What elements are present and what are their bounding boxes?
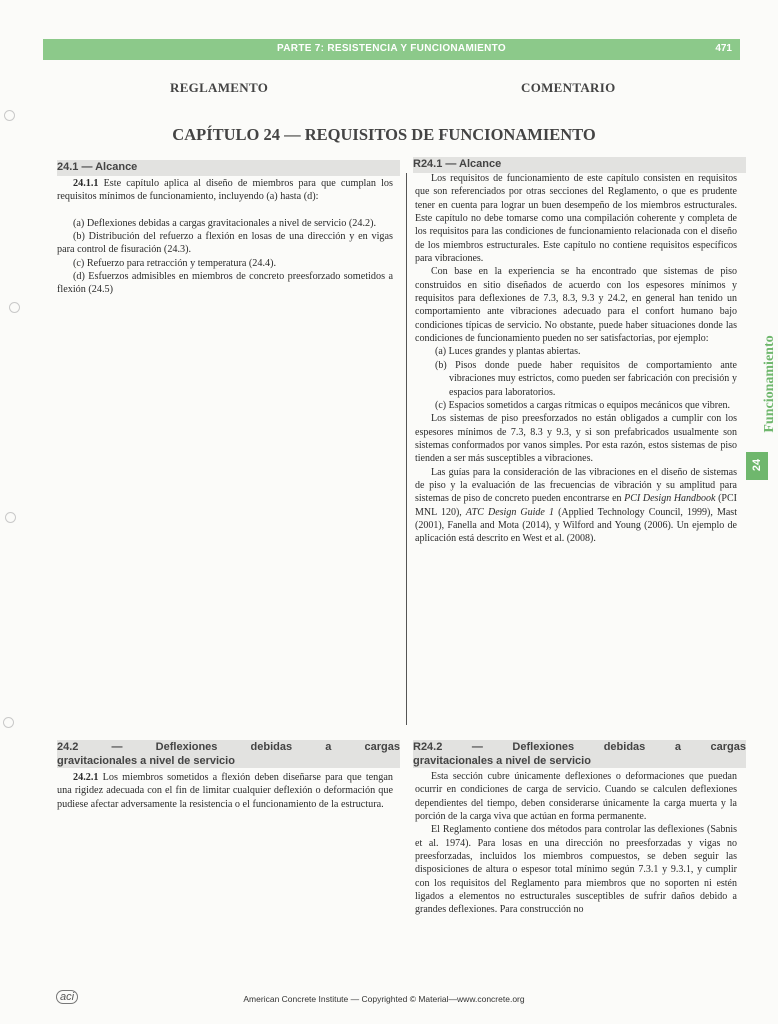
clause-24-2-1: 24.2.1 Los miembros sometidos a flexión deben diseñarse para que tengan una rigidez adecuada con el fin de limitar cualquier deflexión o deformación que pudiese afectar adversamente la resistencia o el funcionamiento de la estructura. (57, 772, 393, 810)
left-column-header: REGLAMENTO (170, 80, 269, 95)
part-banner (43, 39, 740, 60)
commentary-item-c: (c) Espacios sometidos a cargas rítmicas o equipos mecánicos que vibren. (435, 399, 731, 411)
left-section-24-1-body (57, 177, 393, 297)
right-column-header: COMENTARIO (521, 80, 616, 95)
commentary-item-a: (a) Luces grandes y plantas abiertas. (435, 346, 581, 358)
clause-number: 24.1.1 (73, 178, 99, 189)
section-heading-24-1: 24.1 — Alcance (57, 160, 400, 176)
binder-hole-4 (3, 717, 14, 728)
chapter-thumb-tab: 24 (746, 452, 768, 480)
list-item-d: (d) Esfuerzos admisibles en miembros de concreto preesforzado sometidos a flexión (24.5) (57, 271, 393, 296)
commentary-paragraph-3: Los sistemas de piso preesforzados no están obligados a cumplir con los espesores mínimos de 7.3, 8.3 y 9.3, y si son prefabricados usualmente son sistemas conformados por vanos simples. Por esta razón, estos sistemas de piso tienden a ser más susceptibles a vibraciones. (415, 413, 737, 465)
list-item-c: (c) Refuerzo para retracción y temperatura (24.4). (73, 257, 277, 269)
chapter-side-label: Funcionamiento (762, 335, 777, 433)
binder-hole-3 (5, 512, 16, 523)
right-section-r24-2-body (415, 770, 737, 917)
part-title: PARTE 7: RESISTENCIA Y FUNCIONAMIENTO (277, 43, 506, 54)
column-divider (406, 173, 407, 725)
page-number: 471 (715, 43, 732, 54)
section-heading-r24-2: R24.2 — Deflexiones debidas a cargas gravitacionales a nivel de servicio (413, 741, 746, 767)
section-heading-24-2: 24.2 — Deflexiones debidas a cargas gravitacionales a nivel de servicio (57, 741, 400, 767)
commentary-r24-2-paragraph-1: Esta sección cubre únicamente deflexiones o deformaciones que puedan ocurrir en condiciones de carga de servicio. Cuando se calculen deflexiones dependientes del tiempo, deben considerarse únicamente la carga muerta y la porción de la carga viva que actúan en forma permanente. (415, 771, 737, 823)
commentary-paragraph-4: Las guías para la consideración de las vibraciones en el diseño de sistemas de piso y la evaluación de las frecuencias de vibración y su amplitud para sistemas de piso de concreto pueden encontrarse en PCI Design Handbook (PCI MNL 120), ATC Design Guide 1 (Applied Technology Council, 1999), Mast (2001), Fanella and Mota (2014), y Wilford and Young (2006). Un ejemplo de aplicación está descrito en West et al. (2008). (415, 466, 737, 545)
reference-atc-guide: ATC Design Guide 1 (465, 506, 554, 518)
list-item-b: (b) Distribución del refuerzo a flexión en losas de una dirección y en vigas para control de fisuración (24.3). (57, 231, 393, 256)
clause-number: 24.2.1 (73, 772, 99, 783)
right-section-r24-1-body (415, 172, 737, 546)
binder-hole-2 (9, 302, 20, 313)
chapter-title: CAPÍTULO 24 — REQUISITOS DE FUNCIONAMIENTO (172, 125, 596, 144)
commentary-r24-2-paragraph-2: El Reglamento contiene dos métodos para controlar las deflexiones (Sabnis et al. 1974). Para losas en una dirección no preesforzadas y vigas no preesforzadas, incluidos los miembros compuestos, se deben seguir las disposiciones de altura o espesor total mínimo según 7.3.1 y 9.3.1, y cumplir con los requisitos del Reglamento para miembros que no soporten ni estén ligados a elementos no estructurales susceptibles de sufrir daños debido a grandes deflexiones. Para construcción no (415, 824, 737, 916)
left-section-24-2-body (57, 771, 393, 811)
commentary-paragraph-2: Con base en la experiencia se ha encontrado que sistemas de piso construidos en sitio diseñados de acuerdo con los espesores mínimos y requisitos para deflexiones de 7.3, 8.3, 9.3 y 24.2, en general han tenido un comportamiento ante vibraciones adecuado para el confort humano bajo condiciones típicas de servicio. No obstante, puede haber situaciones donde las condiciones de funcionamiento pueden no ser satisfactorias, por ejemplo: (415, 266, 737, 345)
section-heading-r24-1: R24.1 — Alcance (413, 157, 746, 173)
commentary-paragraph-1: Los requisitos de funcionamiento de este capítulo consisten en requisitos que son referenciados por otras secciones del Reglamento, o que es prudente tener en cuenta para lograr un buen desempeño de los miembros estructurales. Este capítulo no debe tomarse como una compilación coherente y completa de los requisitos para las condiciones de funcionamiento relacionada con el diseño de los miembros estructurales. Este capítulo no contiene requisitos específicos para vibraciones. (415, 173, 737, 265)
aci-logo: aci (56, 990, 78, 1004)
list-item-a: (a) Deflexiones debidas a cargas gravitacionales a nivel de servicio (24.2). (73, 217, 377, 229)
binder-hole-1 (4, 110, 15, 121)
commentary-item-b: (b) Pisos donde puede haber requisitos de comportamiento ante vibraciones muy estrictos, como pueden ser fabricación con precisión y espacios para laboratorios. (435, 359, 737, 398)
reference-pci-handbook: PCI Design Handbook (624, 493, 716, 505)
clause-24-1-1: 24.1.1 Este capítulo aplica al diseño de miembros para que cumplan los requisitos mínimos de funcionamiento, incluyendo (a) hasta (d): (57, 178, 393, 203)
copyright-footer: American Concrete Institute — Copyrighted © Material—www.concrete.org (243, 994, 525, 1004)
